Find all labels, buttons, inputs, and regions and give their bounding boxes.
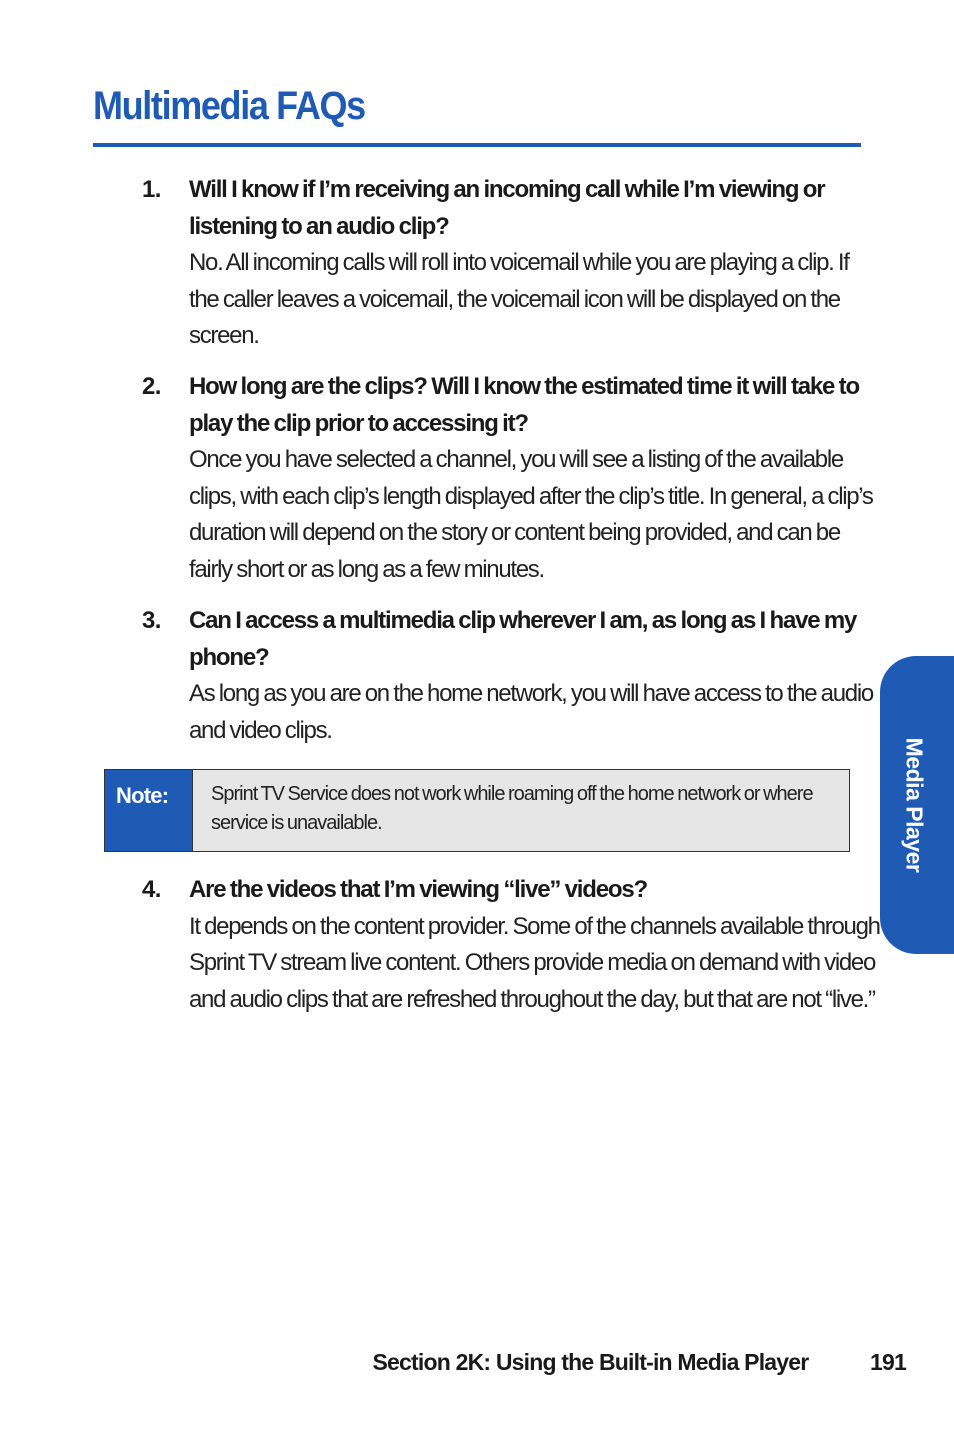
note-label: Note: <box>105 770 193 851</box>
section-side-tab-label: Media Player <box>901 737 928 873</box>
faq-answer: It depends on the content provider. Some of the channels available through Sprint TV stream live content. Others provide media on demand with video and audio clips that are refreshed throughout the day, but that are not “live.” <box>189 912 880 1013</box>
faq-item-3 <box>140 603 880 749</box>
faq-item-4 <box>140 872 880 1018</box>
footer-section-title: Section 2K: Using the Built-in Media Player <box>372 1349 809 1375</box>
title-divider <box>93 143 861 147</box>
note-box <box>104 769 850 852</box>
faq-question: Are the videos that I’m viewing “live” videos? <box>189 876 647 903</box>
faq-number: 3. <box>142 607 161 634</box>
faq-number: 1. <box>142 176 161 203</box>
note-text: Sprint TV Service does not work while roaming off the home network or where service is unavailable. <box>211 783 813 834</box>
page-number: 191 <box>870 1349 906 1375</box>
faq-item-1 <box>140 172 880 355</box>
page-title: Multimedia FAQs <box>93 84 365 128</box>
faq-number: 2. <box>142 373 161 400</box>
faq-question: How long are the clips? Will I know the estimated time it will take to play the clip prior to accessing it? <box>189 373 859 437</box>
page-footer <box>373 1349 906 1376</box>
faq-question: Will I know if I’m receiving an incoming call while I’m viewing or listening to an audio clip? <box>189 176 825 240</box>
faq-item-2 <box>140 369 880 588</box>
faq-answer: No. All incoming calls will roll into voicemail while you are playing a clip. If the caller leaves a voicemail, the voicemail icon will be displayed on the screen. <box>189 249 849 349</box>
faq-answer: As long as you are on the home network, you will have access to the audio and video clips. <box>189 680 873 744</box>
faq-question: Can I access a multimedia clip wherever I am, as long as I have my phone? <box>189 607 857 671</box>
faq-answer: Once you have selected a channel, you will see a listing of the available clips, with each clip’s length displayed after the clip’s title. In general, a clip’s duration will depend on the story or content being provided, and can be fairly short or as long as a few minutes. <box>189 446 873 583</box>
faq-number: 4. <box>142 876 161 903</box>
